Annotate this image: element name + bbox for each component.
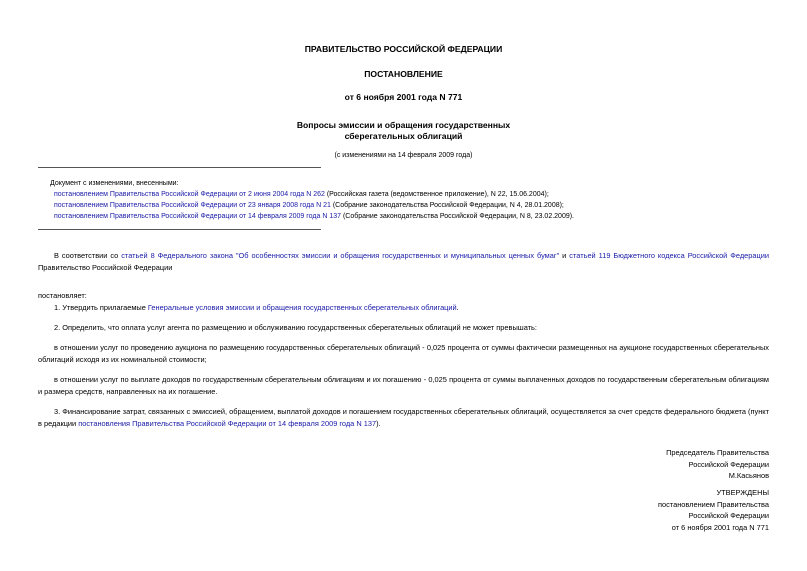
amendments-bottom-rule [38,229,321,230]
amendment-source: (Собрание законодательства Российской Федерации, N 8, 23.02.2009). [341,213,575,220]
document-type: ПОСТАНОВЛЕНИЕ [364,69,443,79]
amendment-source: (Российская газета (ведомственное приложение), N 22, 15.06.2004); [324,191,549,198]
signature-block [666,447,769,482]
amendment-source: (Собрание законодательства Российской Федерации, N 4, 28.01.2008); [330,202,564,209]
general-conditions-link[interactable]: Генеральные условия эмиссии и обращения государственных сберегательных облигаций [147,303,457,312]
amendment-2009-link[interactable]: постановления Правительства Российской Федерации от 14 февраля 2009 года N 137 [78,419,377,428]
document-title-line1: Вопросы эмиссии и обращения государственных [296,120,511,130]
signature-country: Российской Федерации [688,459,769,469]
item-3-text: 3. Финансирование затрат, связанных с эмиссией, обращением, выплатой доходов и погашением государственных сберегательных облигаций, осуществляется за счет средств федерального бюджета (пункт в редакции [38,407,769,428]
approval-heading: УТВЕРЖДЕНЫ [716,488,769,497]
amendments-intro: Документ с изменениями, внесенными: [50,180,179,187]
item-2b-paragraph: в отношении услуг по выплате доходов по государственным сберегательным облигациям и их погашению - 0,025 процента от суммы выплаченных доходов по государственным сберегательным облигациям и размера средств, направленных на их погашение. [38,375,769,396]
resolves-label: постановляет: [38,291,87,300]
signature-name: М.Касьянов [728,471,769,480]
preamble-paragraph [38,250,769,274]
item-1-text: 1. Утвердить прилагаемые [54,303,148,312]
document-title-line2: сберегательных облигаций [344,131,463,141]
item-3-paragraph [38,406,769,430]
amendment-item [54,202,564,209]
budget-code-link[interactable]: статьей 119 Бюджетного кодекса Российской Федерации [569,251,769,260]
approval-date: от 6 ноября 2001 года N 771 [671,522,769,532]
amendment-item [54,213,574,220]
document-date-number: от 6 ноября 2001 года N 771 [344,92,463,102]
preamble-text: В соответствии со [54,251,122,260]
amendments-top-rule [38,167,321,168]
amendment-item [54,191,549,198]
amendment-link[interactable]: постановлением Правительства Российской Федерации от 14 февраля 2009 года N 137 [54,213,341,220]
item-2a-paragraph: в отношении услуг по проведению аукциона по размещению государственных сберегательных облигаций - 0,025 процента от суммы фактически размещенных на аукционе государственных сберегательных облигаций исходя из их номинальной стоимости; [38,343,769,364]
amendment-link[interactable]: постановлением Правительства Российской Федерации от 23 января 2008 года N 21 [54,202,331,209]
item-1-text: . [456,303,459,312]
revision-note: (с изменениями на 14 февраля 2009 года) [334,152,473,159]
item-1 [54,303,459,312]
government-heading: ПРАВИТЕЛЬСТВО РОССИЙСКОЙ ФЕДЕРАЦИИ [304,44,503,54]
approval-line: Российской Федерации [688,511,769,520]
item-2: 2. Определить, что оплата услуг агента по размещению и обслуживанию государственных сберегательных облигаций не может превышать: [54,323,537,332]
amendment-link[interactable]: постановлением Правительства Российской Федерации от 2 июня 2004 года N 262 [54,191,325,198]
signature-position: Председатель Правительства [666,448,769,457]
item-3-text: ). [376,419,381,428]
approval-block [658,487,769,533]
approval-line: постановлением Правительства [658,499,769,509]
preamble-text: и [559,251,570,260]
preamble-text: Правительство Российской Федерации [38,263,173,272]
federal-law-link[interactable]: статьей 8 Федерального закона "Об особенностях эмиссии и обращения государственных и муниципальных ценных бумаг" [121,251,560,260]
